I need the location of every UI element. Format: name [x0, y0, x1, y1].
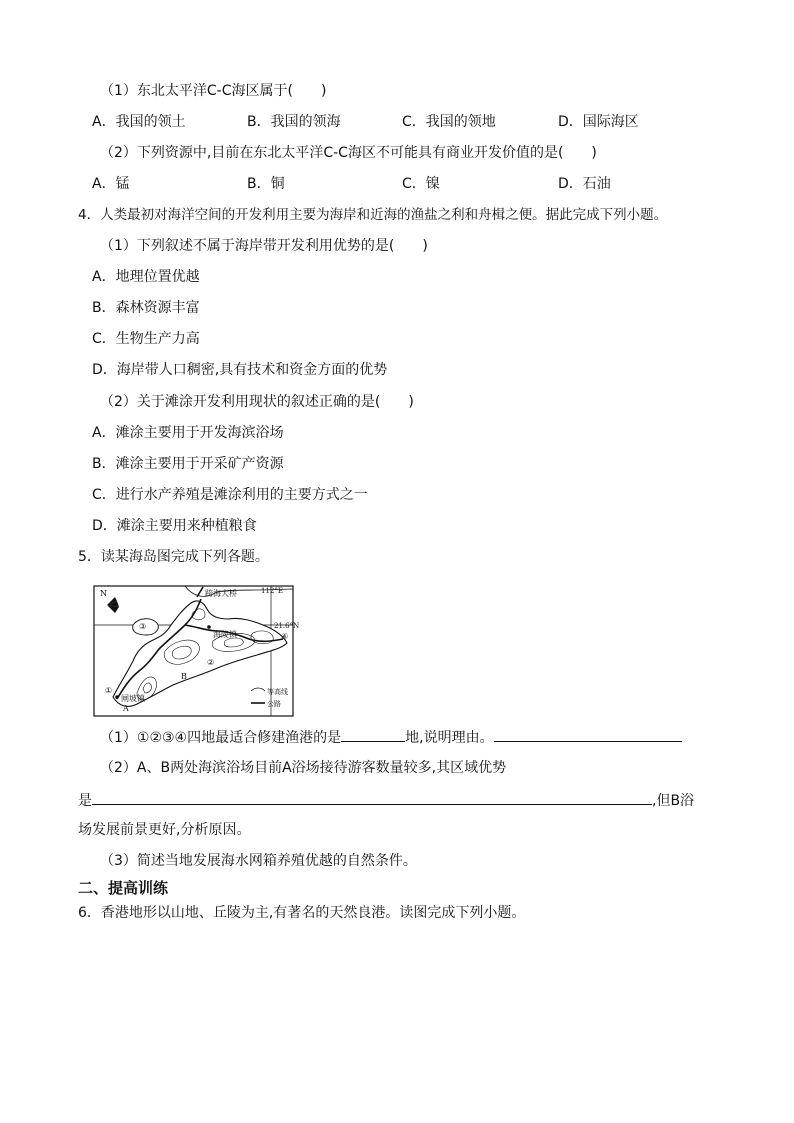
q3-sub2-option-b: B．铜 — [247, 176, 285, 192]
marker-3: ③ — [139, 622, 147, 631]
q3-sub1-option-b: B．我国的领海 — [247, 114, 341, 130]
q3-sub1: （1）东北太平洋C-C海区属于( ) — [100, 83, 327, 99]
q5-sub1-text-a: （1）①②③④四地最适合修建渔港的是 — [100, 730, 342, 746]
q3-sub2-options — [92, 175, 712, 193]
q4-sub1-option-a: A．地理位置优越 — [92, 269, 200, 285]
q5-stem: 5．读某海岛图完成下列各题。 — [78, 549, 269, 565]
q3-sub2: （2）下列资源中,目前在东北太平洋C-C海区不可能具有商业开发价值的是( ) — [100, 145, 597, 161]
q4-sub2-option-d: D．滩涂主要用来种植粮食 — [92, 518, 257, 534]
q5-sub2-text-b: 是 — [78, 793, 92, 809]
q4-sub2-option-b: B．滩涂主要用于开采矿产资源 — [92, 456, 284, 472]
point-a-label: A — [123, 704, 129, 713]
legend-contour-label: 等高线 — [267, 688, 288, 696]
marker-1: ① — [105, 686, 113, 695]
q4-sub2: （2）关于滩涂开发利用现状的叙述正确的是( ) — [100, 394, 414, 410]
longitude-label: 112°E — [261, 587, 283, 595]
q4-sub1: （1）下列叙述不属于海岸带开发利用优势的是( ) — [100, 238, 428, 254]
section2-title: 二、提高训练 — [78, 879, 169, 897]
q4-stem: 4．人类最初对海洋空间的开发利用主要为海岸和近海的渔盐之利和舟楫之便。据此完成下列小题。 — [78, 207, 668, 223]
town2-label: 闸坡镇 — [121, 694, 145, 703]
q5-sub1-blank-2[interactable] — [494, 727, 682, 742]
q3-sub2-option-d: D．石油 — [558, 176, 611, 192]
town-dot-zhapo — [115, 695, 119, 699]
q3-sub1-options — [92, 113, 712, 131]
town1-label: 海陵镇 — [213, 630, 237, 639]
q4-sub2-option-c: C．进行水产养殖是滩涂利用的主要方式之一 — [92, 487, 368, 503]
q5-sub2-line2 — [78, 790, 694, 810]
marker-2: ② — [207, 658, 215, 667]
legend-road-label: 公路 — [267, 700, 281, 708]
north-label: N — [100, 589, 107, 598]
marker-4: ④ — [281, 632, 289, 641]
q3-sub1-option-d: D．国际海区 — [558, 114, 639, 130]
q5-sub2-text-c: ,但B浴 — [652, 793, 695, 809]
q3-sub2-option-a: A．锰 — [92, 176, 130, 192]
q6-stem: 6．香港地形以山地、丘陵为主,有著名的天然良港。读图完成下列小题。 — [78, 905, 526, 921]
q5-sub1 — [100, 727, 682, 747]
q5-sub1-blank-1[interactable] — [341, 727, 405, 742]
latitude-label: 21.6°N — [274, 622, 300, 630]
q4-sub1-option-d: D．海岸带人口稠密,具有技术和资金方面的优势 — [92, 362, 388, 378]
town-dot-hailing — [207, 625, 211, 629]
q5-sub2-d: 场发展前景更好,分析原因。 — [78, 822, 251, 838]
q3-sub1-option-a: A．我国的领土 — [92, 114, 186, 130]
point-b-label: B — [181, 672, 187, 681]
q4-sub1-option-b: B．森林资源丰富 — [92, 300, 200, 316]
q3-sub2-option-c: C．镍 — [402, 176, 440, 192]
q4-sub1-option-c: C．生物生产力高 — [92, 331, 200, 347]
q5-sub1-text-b: 地,说明理由。 — [405, 730, 494, 746]
q4-sub2-option-a: A．滩涂主要用于开发海滨浴场 — [92, 425, 284, 441]
q5-sub2-blank[interactable] — [92, 790, 652, 805]
q5-sub2-a: （2）A、B两处海滨浴场目前A浴场接待游客数量较多,其区域优势 — [100, 760, 507, 776]
q5-sub3: （3）简述当地发展海水网箱养殖优越的自然条件。 — [100, 853, 417, 869]
island-map — [93, 585, 300, 718]
bridge-label: 跨海大桥 — [205, 589, 237, 598]
q3-sub1-option-c: C．我国的领地 — [402, 114, 496, 130]
